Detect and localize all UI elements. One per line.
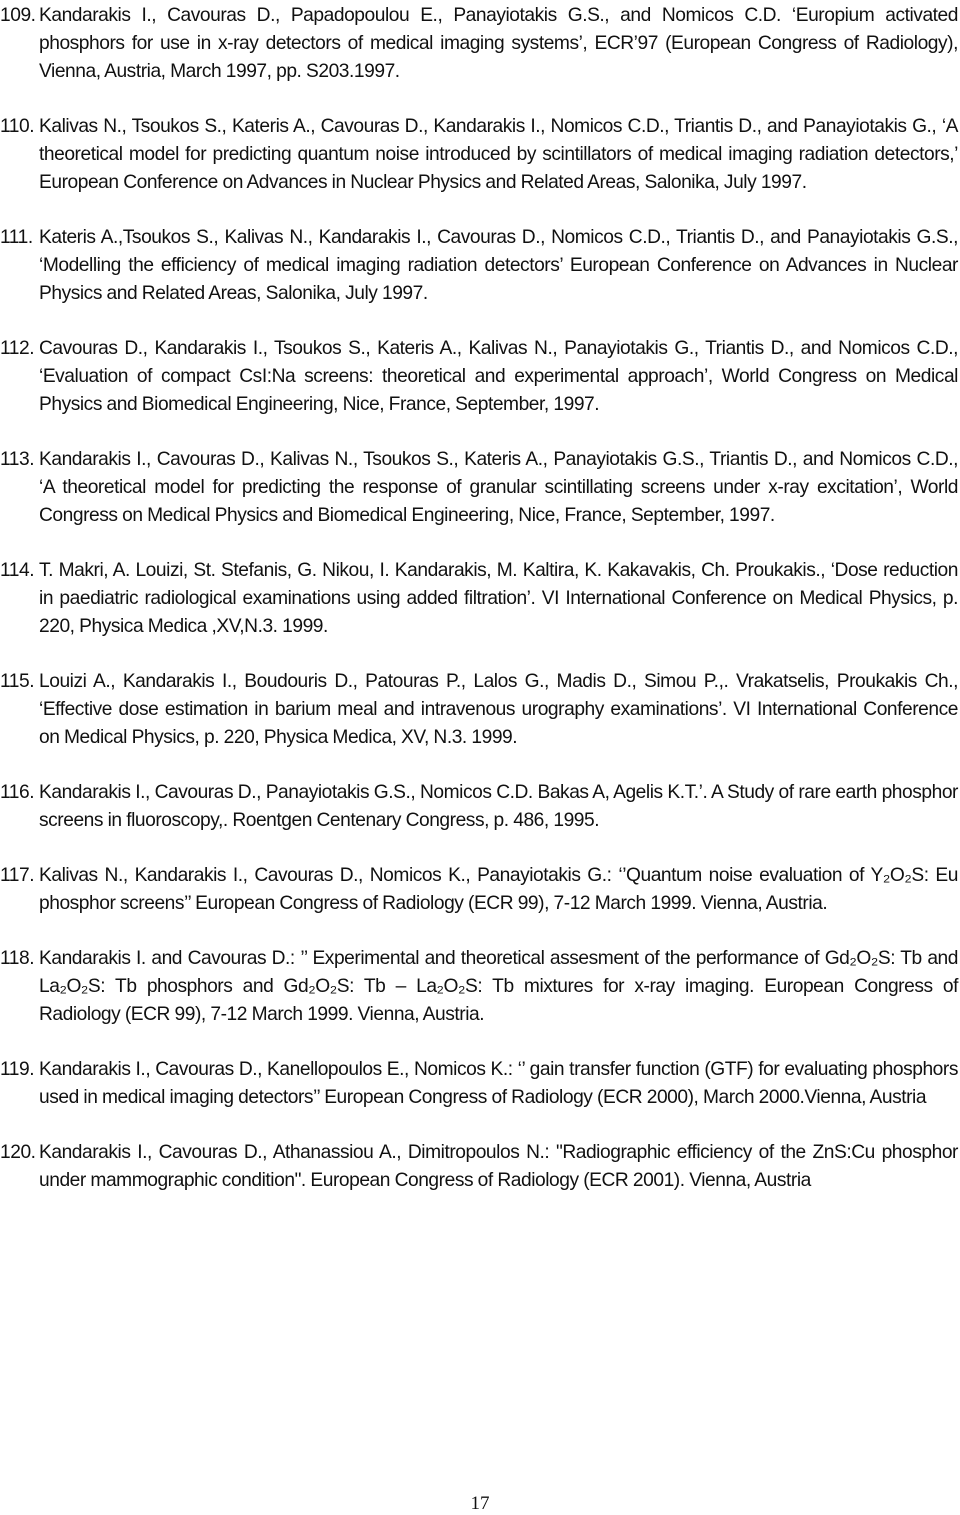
reference-item [0, 1139, 960, 1195]
reference-text: Cavouras D., Kandarakis I., Tsoukos S., Kateris A., Kalivas N., Panayiotakis G., Triantis D., and Nomicos C.D., ‘Evaluation of compact CsI:Na screens: theoretical and experimental approach’, World Congress on Medical Physics and Biomedical Engineering, Nice, France, September, 1997. [39, 338, 958, 415]
reference-number: 112. [0, 338, 35, 359]
reference-item [0, 1056, 960, 1112]
reference-item [0, 862, 960, 918]
reference-item [0, 113, 960, 197]
reference-number: 114. [0, 560, 35, 581]
reference-text: Kandarakis I., Cavouras D., Kalivas N., Tsoukos S., Kateris A., Panayiotakis G.S., Triantis D., and Nomicos C.D., ‘A theoretical model for predicting the response of granular scintillating screens under x-ray excitation’, World Congress on Medical Physics and Biomedical Engineering, Nice, France, September, 1997. [39, 449, 958, 526]
reference-number: 118. [0, 948, 35, 969]
reference-text: Kandarakis I., Cavouras D., Athanassiou A., Dimitropoulos N.: "Radiographic efficiency of the ZnS:Cu phosphor under mammographic condition". European Congress of Radiology (ECR 2001). Vienna, Austria [39, 1142, 958, 1191]
reference-item [0, 2, 960, 86]
reference-text: Kandarakis I., Cavouras D., Panayiotakis G.S., Nomicos C.D. Bakas A, Agelis K.T.’. A Study of rare earth phosphor screens in fluoroscopy,. Roentgen Centenary Congress, p. 486, 1995. [39, 782, 958, 831]
reference-item [0, 668, 960, 752]
page-number: 17 [470, 1493, 490, 1514]
reference-text: Kalivas N., Kandarakis I., Cavouras D., Nomicos K., Panayiotakis G.: ‘’Quantum noise evaluation of Y₂O₂S: Eu phosphor screens’’ European Congress of Radiology (ECR 99), 7-12 March 1999. Vienna, Austria. [39, 865, 958, 914]
reference-number: 110. [0, 116, 35, 137]
reference-item [0, 446, 960, 530]
reference-item [0, 557, 960, 641]
reference-number: 111. [0, 227, 33, 248]
reference-text: Kateris A.,Tsoukos S., Kalivas N., Kandarakis I., Cavouras D., Nomicos C.D., Triantis D., and Panayiotakis G.S., ‘Modelling the efficiency of medical imaging radiation detectors’ European Conference on Advances in Nuclear Physics and Related Areas, Salonika, July 1997. [39, 227, 958, 304]
reference-number: 119. [0, 1059, 35, 1080]
reference-item [0, 335, 960, 419]
reference-number: 113. [0, 449, 35, 470]
reference-number: 116. [0, 782, 35, 803]
reference-text: Kandarakis I. and Cavouras D.: ’’ Experimental and theoretical assesment of the performance of Gd₂O₂S: Tb and La₂O₂S: Tb phosphors and Gd₂O₂S: Tb – La₂O₂S: Tb mixtures for x-ray imaging. European Congress of Radiology (ECR 99), 7-12 March 1999. Vienna, Austria. [39, 948, 958, 1025]
reference-text: T. Makri, A. Louizi, St. Stefanis, G. Nikou, I. Kandarakis, M. Kaltira, K. Kakavakis, Ch. Proukakis., ‘Dose reduction in paediatric radiological examinations using added filtration’. VI International Conference on Medical Physics, p. 220, Physica Medica ,XV,N.3. 1999. [39, 560, 958, 637]
reference-list [0, 2, 960, 1222]
reference-text: Louizi A., Kandarakis I., Boudouris D., Patouras P., Lalos G., Madis D., Simou P.,. Vrakatselis, Proukakis Ch., ‘Effective dose estimation in barium meal and intravenous urography examinations’. VI International Conference on Medical Physics, p. 220, Physica Medica, XV, N.3. 1999. [39, 671, 958, 748]
reference-text: Kandarakis I., Cavouras D., Papadopoulou E., Panayiotakis G.S., and Nomicos C.D. ‘Europium activated phosphors for use in x-ray detectors of medical imaging systems’, ECR’97 (European Congress of Radiology), Vienna, Austria, March 1997, pp. S203.1997. [39, 5, 958, 82]
reference-number: 109. [0, 5, 36, 26]
reference-number: 120. [0, 1142, 36, 1163]
reference-text: Kandarakis I., Cavouras D., Kanellopoulos E., Nomicos K.: ‘’ gain transfer function (GTF) for evaluating phosphors used in medical imaging detectors’’ European Congress of Radiology (ECR 2000), March 2000.Vienna, Austria [39, 1059, 958, 1108]
reference-number: 115. [0, 671, 35, 692]
reference-number: 117. [0, 865, 35, 886]
reference-text: Kalivas N., Tsoukos S., Kateris A., Cavouras D., Kandarakis I., Nomicos C.D., Triantis D., and Panayiotakis G., ‘A theoretical model for predicting quantum noise introduced by scintillators of medical imaging radiation detectors,’ European Conference on Advances in Nuclear Physics and Related Areas, Salonika, July 1997. [39, 116, 958, 193]
reference-item [0, 945, 960, 1029]
reference-item [0, 779, 960, 835]
reference-item [0, 224, 960, 308]
